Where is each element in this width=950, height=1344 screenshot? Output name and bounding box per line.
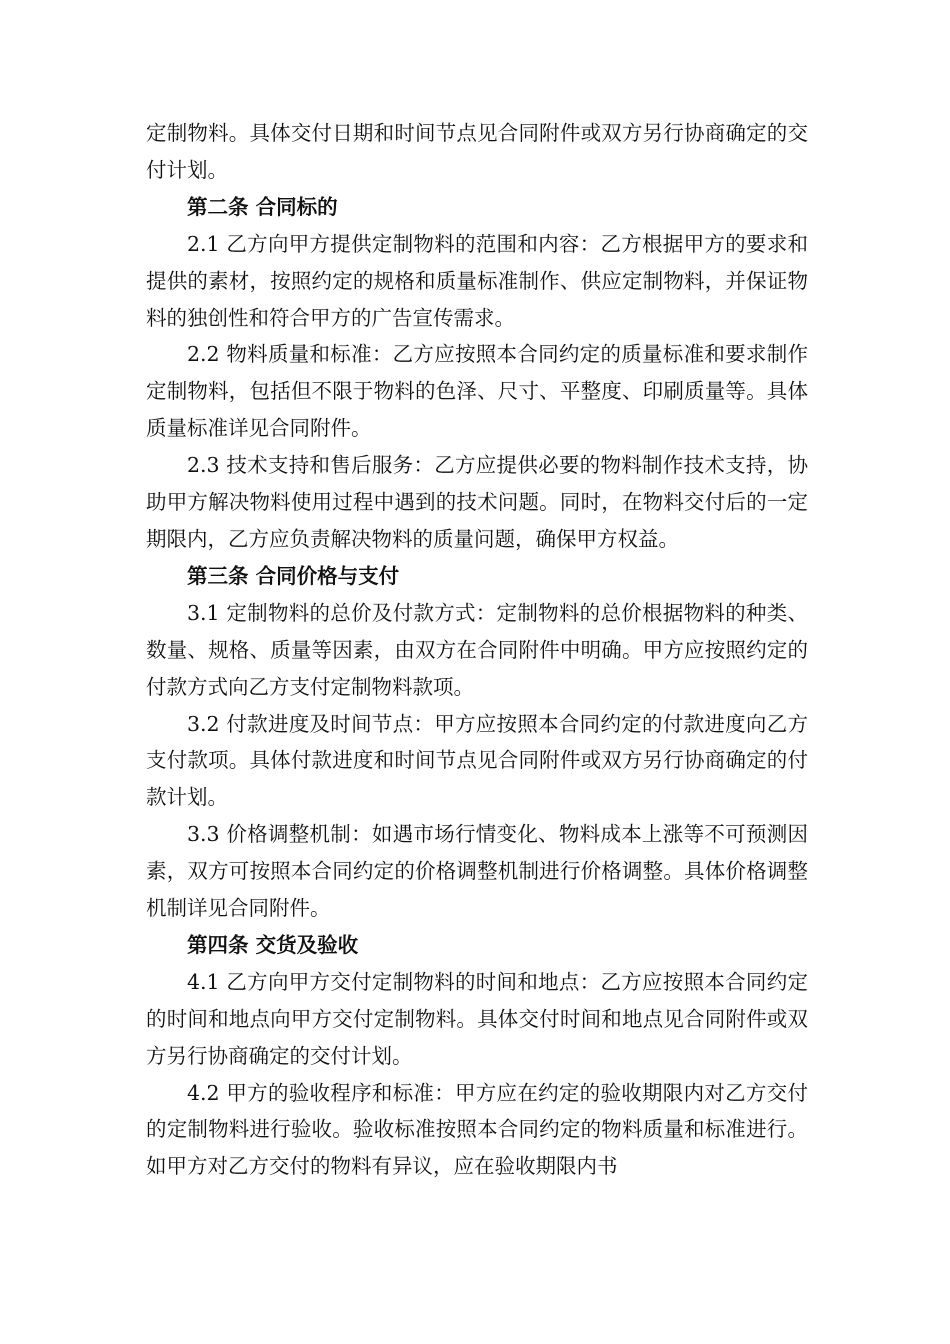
clause-3-3: 3.3 价格调整机制：如遇市场行情变化、物料成本上涨等不可预测因素，双方可按照本合同约定的价格调整机制进行价格调整。具体价格调整机制详见合同附件。 — [146, 822, 808, 921]
clause-3-1: 3.1 定制物料的总价及付款方式：定制物料的总价根据物料的种类、数量、规格、质量等因素，由双方在合同附件中明确。甲方应按照约定的付款方式向乙方支付定制物料款项。 — [146, 600, 808, 699]
section-heading-article-3: 第三条 合同价格与支付 — [187, 563, 400, 588]
section-heading-article-2: 第二条 合同标的 — [187, 194, 338, 219]
clause-4-1: 4.1 乙方向甲方交付定制物料的时间和地点：乙方应按照本合同约定的时间和地点向甲方交付定制物料。具体交付时间和地点见合同附件或双方另行协商确定的交付计划。 — [146, 969, 808, 1068]
section-heading-article-4: 第四条 交货及验收 — [187, 932, 359, 957]
paragraph-continuation: 定制物料。具体交付日期和时间节点见合同附件或双方另行协商确定的交付计划。 — [146, 121, 808, 182]
clause-2-3: 2.3 技术支持和售后服务：乙方应提供必要的物料制作技术支持，协助甲方解决物料使用过程中遇到的技术问题。同时，在物料交付后的一定期限内，乙方应负责解决物料的质量问题，确保甲方权益。 — [146, 453, 808, 551]
clause-3-2: 3.2 付款进度及时间节点：甲方应按照本合同约定的付款进度向乙方支付款项。具体付款进度和时间节点见合同附件或双方另行协商确定的付款计划。 — [146, 711, 808, 810]
contract-page — [146, 115, 808, 1185]
clause-2-1: 2.1 乙方向甲方提供定制物料的范围和内容：乙方根据甲方的要求和提供的素材，按照约定的规格和质量标准制作、供应定制物料，并保证物料的独创性和符合甲方的广告宣传需求。 — [146, 231, 808, 330]
clause-2-2: 2.2 物料质量和标准：乙方应按照本合同约定的质量标准和要求制作定制物料，包括但不限于物料的色泽、尺寸、平整度、印刷质量等。具体质量标准详见合同附件。 — [146, 342, 808, 441]
clause-4-2: 4.2 甲方的验收程序和标准：甲方应在约定的验收期限内对乙方交付的定制物料进行验收。验收标准按照本合同约定的物料质量和标准进行。如甲方对乙方交付的物料有异议，应在验收期限内书 — [146, 1080, 808, 1179]
